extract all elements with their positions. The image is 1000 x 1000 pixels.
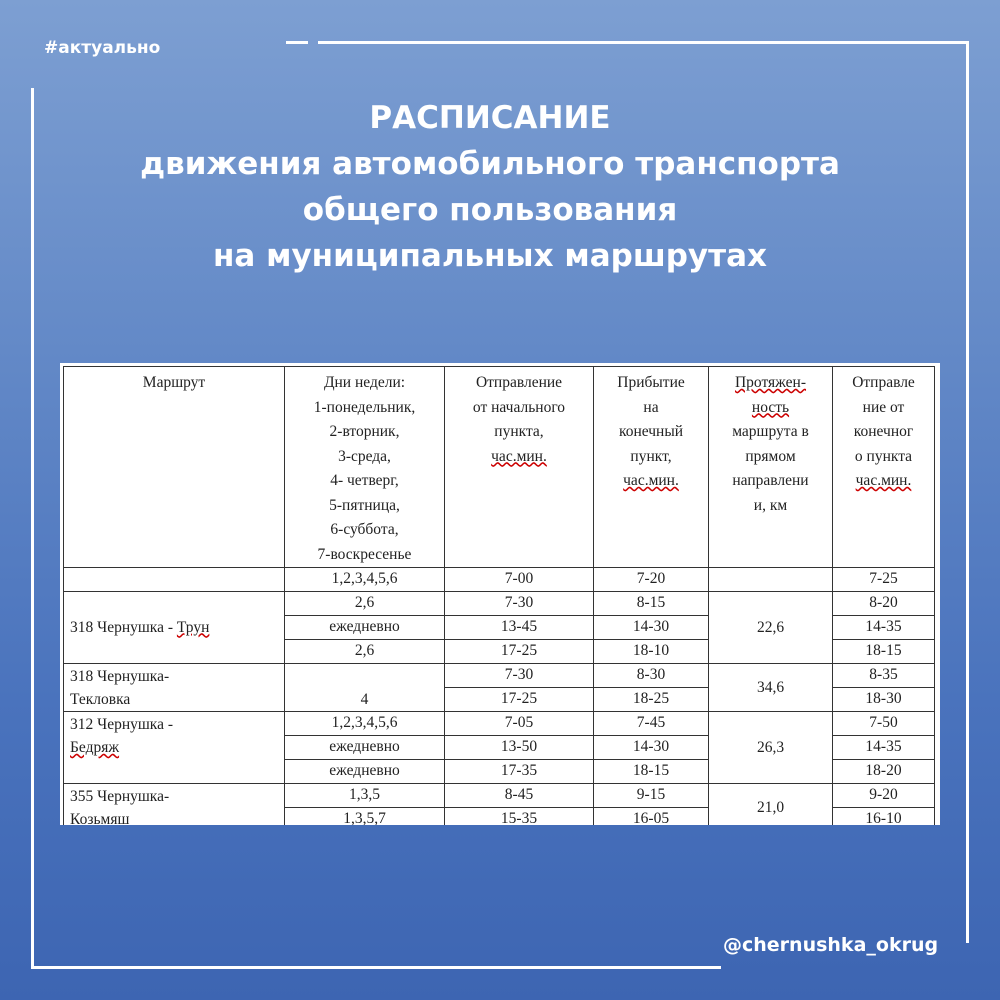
frame-line-left [31, 88, 34, 968]
return-cell: 7-25 [833, 568, 935, 592]
header-route: Маршрут [64, 367, 285, 568]
length-cell: 21,0 [709, 784, 833, 826]
departure-cell: 17-25 [445, 688, 594, 712]
return-cell: 18-20 [833, 760, 935, 784]
return-cell: 9-20 [833, 784, 935, 808]
header-arrival: Прибытие на конечный пункт, час.мин. [594, 367, 709, 568]
route-cell-bedryazh: 312 Чернушка - Бедряж [64, 712, 285, 784]
table-row [64, 712, 935, 736]
page-title [40, 95, 940, 279]
schedule-table-image [60, 363, 940, 825]
return-cell: 7-50 [833, 712, 935, 736]
hashtag: #актуально [44, 38, 161, 58]
days-cell: 1,3,5,7 [285, 808, 445, 826]
days-cell: 1,3,5 [285, 784, 445, 808]
days-cell: 1,2,3,4,5,6 [285, 712, 445, 736]
days-cell: 2,6 [285, 640, 445, 664]
table-row [64, 568, 935, 592]
departure-cell: 13-45 [445, 616, 594, 640]
table-row [64, 664, 935, 688]
title-line-4: на муниципальных маршрутах [212, 238, 768, 274]
arrival-cell: 14-30 [594, 736, 709, 760]
departure-cell: 15-35 [445, 808, 594, 826]
days-cell: ежедневно [285, 616, 445, 640]
return-cell: 8-20 [833, 592, 935, 616]
arrival-cell: 8-15 [594, 592, 709, 616]
table-row [64, 592, 935, 616]
schedule-table [63, 366, 935, 825]
route-cell-trun: 318 Чернушка - Трун [64, 592, 285, 664]
arrival-cell: 18-25 [594, 688, 709, 712]
route-cell-empty [64, 568, 285, 592]
return-cell: 14-35 [833, 616, 935, 640]
return-cell: 14-35 [833, 736, 935, 760]
return-cell: 16-10 [833, 808, 935, 826]
departure-cell: 7-30 [445, 592, 594, 616]
frame-line-bottom [31, 966, 721, 969]
arrival-cell: 7-20 [594, 568, 709, 592]
days-cell: 1,2,3,4,5,6 [285, 568, 445, 592]
table-row [64, 784, 935, 808]
days-cell: 4 [285, 664, 445, 712]
departure-cell: 7-30 [445, 664, 594, 688]
route-cell-teklovka: 318 Чернушка- Текловка [64, 664, 285, 712]
route-cell-kozmyash: 355 Чернушка- Козьмяш [64, 784, 285, 826]
length-cell-empty [709, 568, 833, 592]
departure-cell: 13-50 [445, 736, 594, 760]
departure-cell: 17-35 [445, 760, 594, 784]
social-handle: @chernushka_okrug [723, 934, 939, 956]
header-departure: Отправление от начального пункта, час.мин. [445, 367, 594, 568]
return-cell: 18-30 [833, 688, 935, 712]
departure-cell: 8-45 [445, 784, 594, 808]
arrival-cell: 16-05 [594, 808, 709, 826]
title-line-1: РАСПИСАНИЕ [369, 100, 611, 136]
length-cell: 26,3 [709, 712, 833, 784]
return-cell: 18-15 [833, 640, 935, 664]
frame-line-top [318, 41, 968, 44]
header-days: Дни недели: 1-понедельник, 2-вторник, 3-среда, 4- четверг, 5-пятница, 6-суббота, 7-воскресенье [285, 367, 445, 568]
days-cell: ежедневно [285, 760, 445, 784]
return-cell: 8-35 [833, 664, 935, 688]
arrival-cell: 18-15 [594, 760, 709, 784]
title-line-2: движения автомобильного транспорта [140, 146, 840, 182]
departure-cell: 7-05 [445, 712, 594, 736]
title-line-3: общего пользования [302, 192, 678, 228]
departure-cell: 7-00 [445, 568, 594, 592]
length-cell: 22,6 [709, 592, 833, 664]
header-return: Отправле ние от конечног о пункта час.мин. [833, 367, 935, 568]
frame-line-right [966, 41, 969, 943]
arrival-cell: 14-30 [594, 616, 709, 640]
days-cell: ежедневно [285, 736, 445, 760]
arrival-cell: 7-45 [594, 712, 709, 736]
arrival-cell: 9-15 [594, 784, 709, 808]
length-cell: 34,6 [709, 664, 833, 712]
arrival-cell: 8-30 [594, 664, 709, 688]
arrival-cell: 18-10 [594, 640, 709, 664]
departure-cell: 17-25 [445, 640, 594, 664]
table-header-row [64, 367, 935, 568]
days-cell: 2,6 [285, 592, 445, 616]
header-length: Протяжен- ность маршрута в прямом направлени и, км [709, 367, 833, 568]
frame-line-top-dash [286, 41, 308, 44]
